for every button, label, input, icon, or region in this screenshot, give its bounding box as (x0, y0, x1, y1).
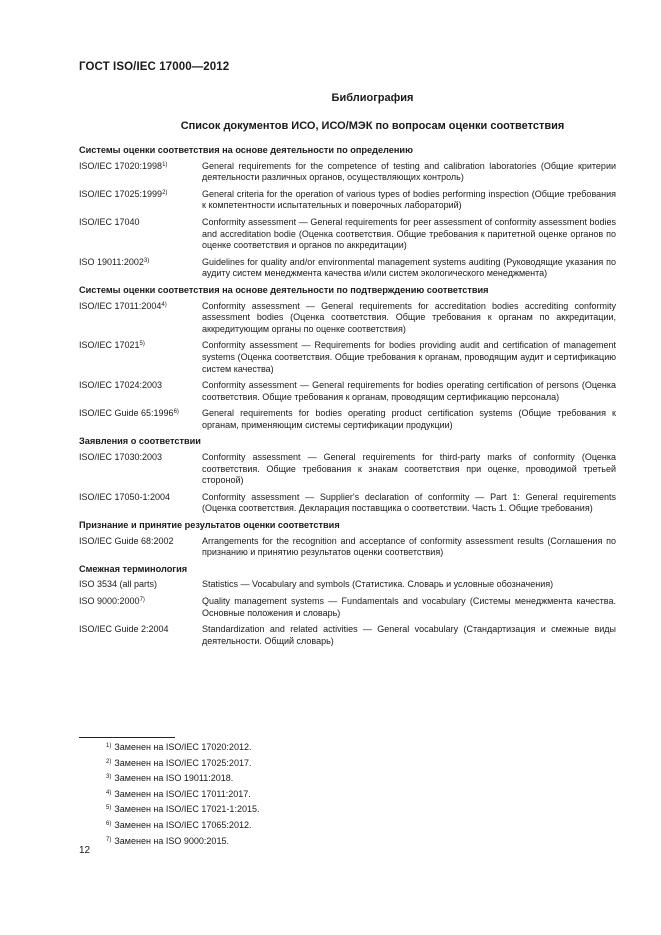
footnote-marker: 5) (139, 341, 145, 348)
footnote-mark: 5) (106, 805, 112, 812)
reference-code: ISO 3534 (all parts) (79, 579, 158, 590)
section-heading: Признание и принятие результатов оценки соответствия (79, 520, 340, 531)
entry-description: Conformity assessment — General requirements for bodies operating certification of persons (Оценка соответствия. Общие требования к органам, проводящим сертификацию персонала) (202, 380, 616, 402)
footnote-mark: 3) (106, 774, 112, 781)
entry-reference (79, 301, 202, 336)
footnote-mark: 2) (106, 758, 112, 765)
reference-code: ISO/IEC 17040 (79, 216, 140, 227)
reference-code: ISO/IEC 17025:1999 (79, 188, 163, 199)
footnote (106, 740, 259, 756)
page-number: 12 (79, 845, 91, 856)
entry-reference (79, 257, 202, 280)
footnote-marker: 1) (162, 161, 168, 168)
bibliography-entry (79, 408, 616, 431)
footnote-text: Заменен на ISO/IEC 17021-1:2015. (114, 804, 260, 815)
footnote-divider (79, 737, 175, 738)
bibliography-entry (79, 380, 616, 403)
entry-description: Conformity assessment — General requirements for accreditation bodies accrediting conformity assessment bodies (Оценка соответствия. Общие требования к органам по аккредитации, аккредитующим органы по оценке соответствия) (202, 300, 616, 334)
bibliography-entry (79, 624, 616, 647)
entry-reference (79, 217, 202, 252)
entry-reference (79, 492, 202, 515)
footnote (106, 834, 259, 850)
entry-description: Conformity assessment — Requirements for bodies providing audit and certification of management systems (Оценка соответствия. Общие требования к органам, проводящим аудит и сертификацию систем качества) (202, 340, 616, 374)
bibliography-entry (79, 189, 616, 212)
bibliography-subtitle: Список документов ИСО, ИСО/МЭК по вопросам оценки соответствия (180, 120, 565, 132)
footnote-mark: 7) (106, 836, 112, 843)
reference-code: ISO/IEC Guide 65:1996 (79, 408, 174, 419)
entry-description: Quality management systems — Fundamentals and vocabulary (Системы менеджмента качества. Основные положения и словарь) (202, 596, 616, 618)
footnote (106, 787, 259, 803)
footnote-text: Заменен на ISO 19011:2018. (114, 773, 234, 784)
footnote-marker: 3) (143, 257, 150, 264)
entry-description: Conformity assessment — General requirements for third-party marks of conformity (Оценка соответствия. Общие требования к знакам соответствия при оценке, проводимой третьей стороной) (202, 452, 616, 486)
footnotes (106, 740, 259, 849)
section-heading: Смежная терминология (79, 563, 188, 574)
entry-reference (79, 596, 202, 619)
entry-description: Conformity assessment — General requirements for peer assessment of conformity assessment bodies and accreditation bodie (Оценка соответствия. Общие требования к паритетной оценке органов по оценке соответствия и органов по аккредитации) (202, 216, 616, 251)
footnote-marker: 2) (162, 189, 168, 196)
bibliography-entry (79, 536, 616, 559)
entry-reference (79, 161, 202, 184)
footnote-mark: 4) (106, 789, 112, 796)
entry-reference (79, 189, 202, 212)
bibliography-entry (79, 161, 616, 184)
footnote (106, 771, 259, 787)
entry-description: Statistics — Vocabulary and symbols (Статистика. Словарь и условные обозначения) (202, 579, 554, 590)
reference-code: ISO/IEC Guide 2:2004 (79, 624, 169, 635)
footnote (106, 802, 259, 818)
bibliography-entry (79, 596, 616, 619)
section-heading: Заявления о соответствии (79, 436, 201, 447)
reference-code: ISO/IEC 17011:2004 (79, 300, 162, 311)
section-heading: Системы оценки соответствия на основе деятельности по подтверждению соответствия (79, 284, 489, 295)
footnote-text: Заменен на ISO 9000:2015. (114, 835, 229, 846)
entry-reference (79, 408, 202, 431)
section-heading: Системы оценки соответствия на основе деятельности по определению (79, 145, 413, 155)
bibliography-entry (79, 257, 616, 280)
reference-code: ISO/IEC 17020:1998 (79, 160, 163, 171)
entry-description: General requirements for bodies operating product certification systems (Общие требования к органам, применяющим системы сертификации продукции) (202, 408, 616, 430)
footnote-marker: 7) (139, 597, 145, 603)
reference-code: ISO 19011:2002 (79, 256, 144, 267)
reference-code: ISO/IEC 17021 (79, 340, 140, 351)
entry-reference (79, 380, 202, 403)
bibliography-entry (79, 301, 616, 336)
reference-code: ISO 9000:2000 (79, 596, 140, 606)
bibliography-entry (79, 579, 616, 591)
footnote (106, 818, 259, 834)
entry-description: Arrangements for the recognition and acceptance of conformity assessment results (Соглашения по признанию и принятию результатов оценки соответствия) (202, 535, 616, 558)
footnote-text: Заменен на ISO/IEC 17065:2012. (114, 819, 252, 830)
footnote-text: Заменен на ISO/IEC 17011:2017. (114, 788, 251, 799)
entry-reference (79, 624, 202, 647)
reference-code: ISO/IEC 17030:2003 (79, 452, 163, 463)
footnote-marker: 4) (161, 301, 167, 308)
entry-description: General criteria for the operation of various types of bodies performing inspection (Общие требования к компетентности испытательных и поверочных лабораторий) (202, 188, 616, 211)
entry-description: Standardization and related activities — General vocabulary (Стандартизация и смежные виды деятельности. Общий словарь) (202, 624, 616, 646)
bibliography-entry (79, 217, 616, 252)
footnote-mark: 1) (106, 743, 112, 749)
bibliography-list (79, 142, 616, 652)
footnote-mark: 6) (106, 820, 112, 827)
entry-reference (79, 452, 202, 487)
reference-code: ISO/IEC 17024:2003 (79, 380, 163, 391)
footnote-marker: 6) (173, 409, 179, 416)
entry-description: Conformity assessment — Supplier's declaration of conformity — Part 1: General requirements (Оценка соответствия. Декларация поставщика о соответствии. Часть 1. Общие требования) (202, 491, 616, 514)
reference-code: ISO/IEC Guide 68:2002 (79, 535, 174, 546)
entry-reference (79, 536, 202, 559)
bibliography-entry (79, 340, 616, 375)
entry-reference (79, 579, 202, 591)
standard-header: ГОСТ ISO/IEC 17000—2012 (79, 61, 230, 73)
entry-reference (79, 340, 202, 375)
bibliography-entry (79, 452, 616, 487)
footnote-text: Заменен на ISO/IEC 17020:2012. (114, 742, 252, 752)
bibliography-entry (79, 492, 616, 515)
footnote-text: Заменен на ISO/IEC 17025:2017. (114, 757, 252, 768)
entry-description: General requirements for the competence of testing and calibration laboratories (Общие критерии деятельности различных органов, осуществляющих контроль) (202, 160, 616, 183)
bibliography-title: Библиография (331, 92, 414, 104)
reference-code: ISO/IEC 17050-1:2004 (79, 491, 171, 502)
footnote (106, 756, 259, 772)
entry-description: Guidelines for quality and/or environmental management systems auditing (Руководящие указания по аудиту систем менеджмента качества и/или систем экологического менеджмента) (202, 256, 616, 279)
